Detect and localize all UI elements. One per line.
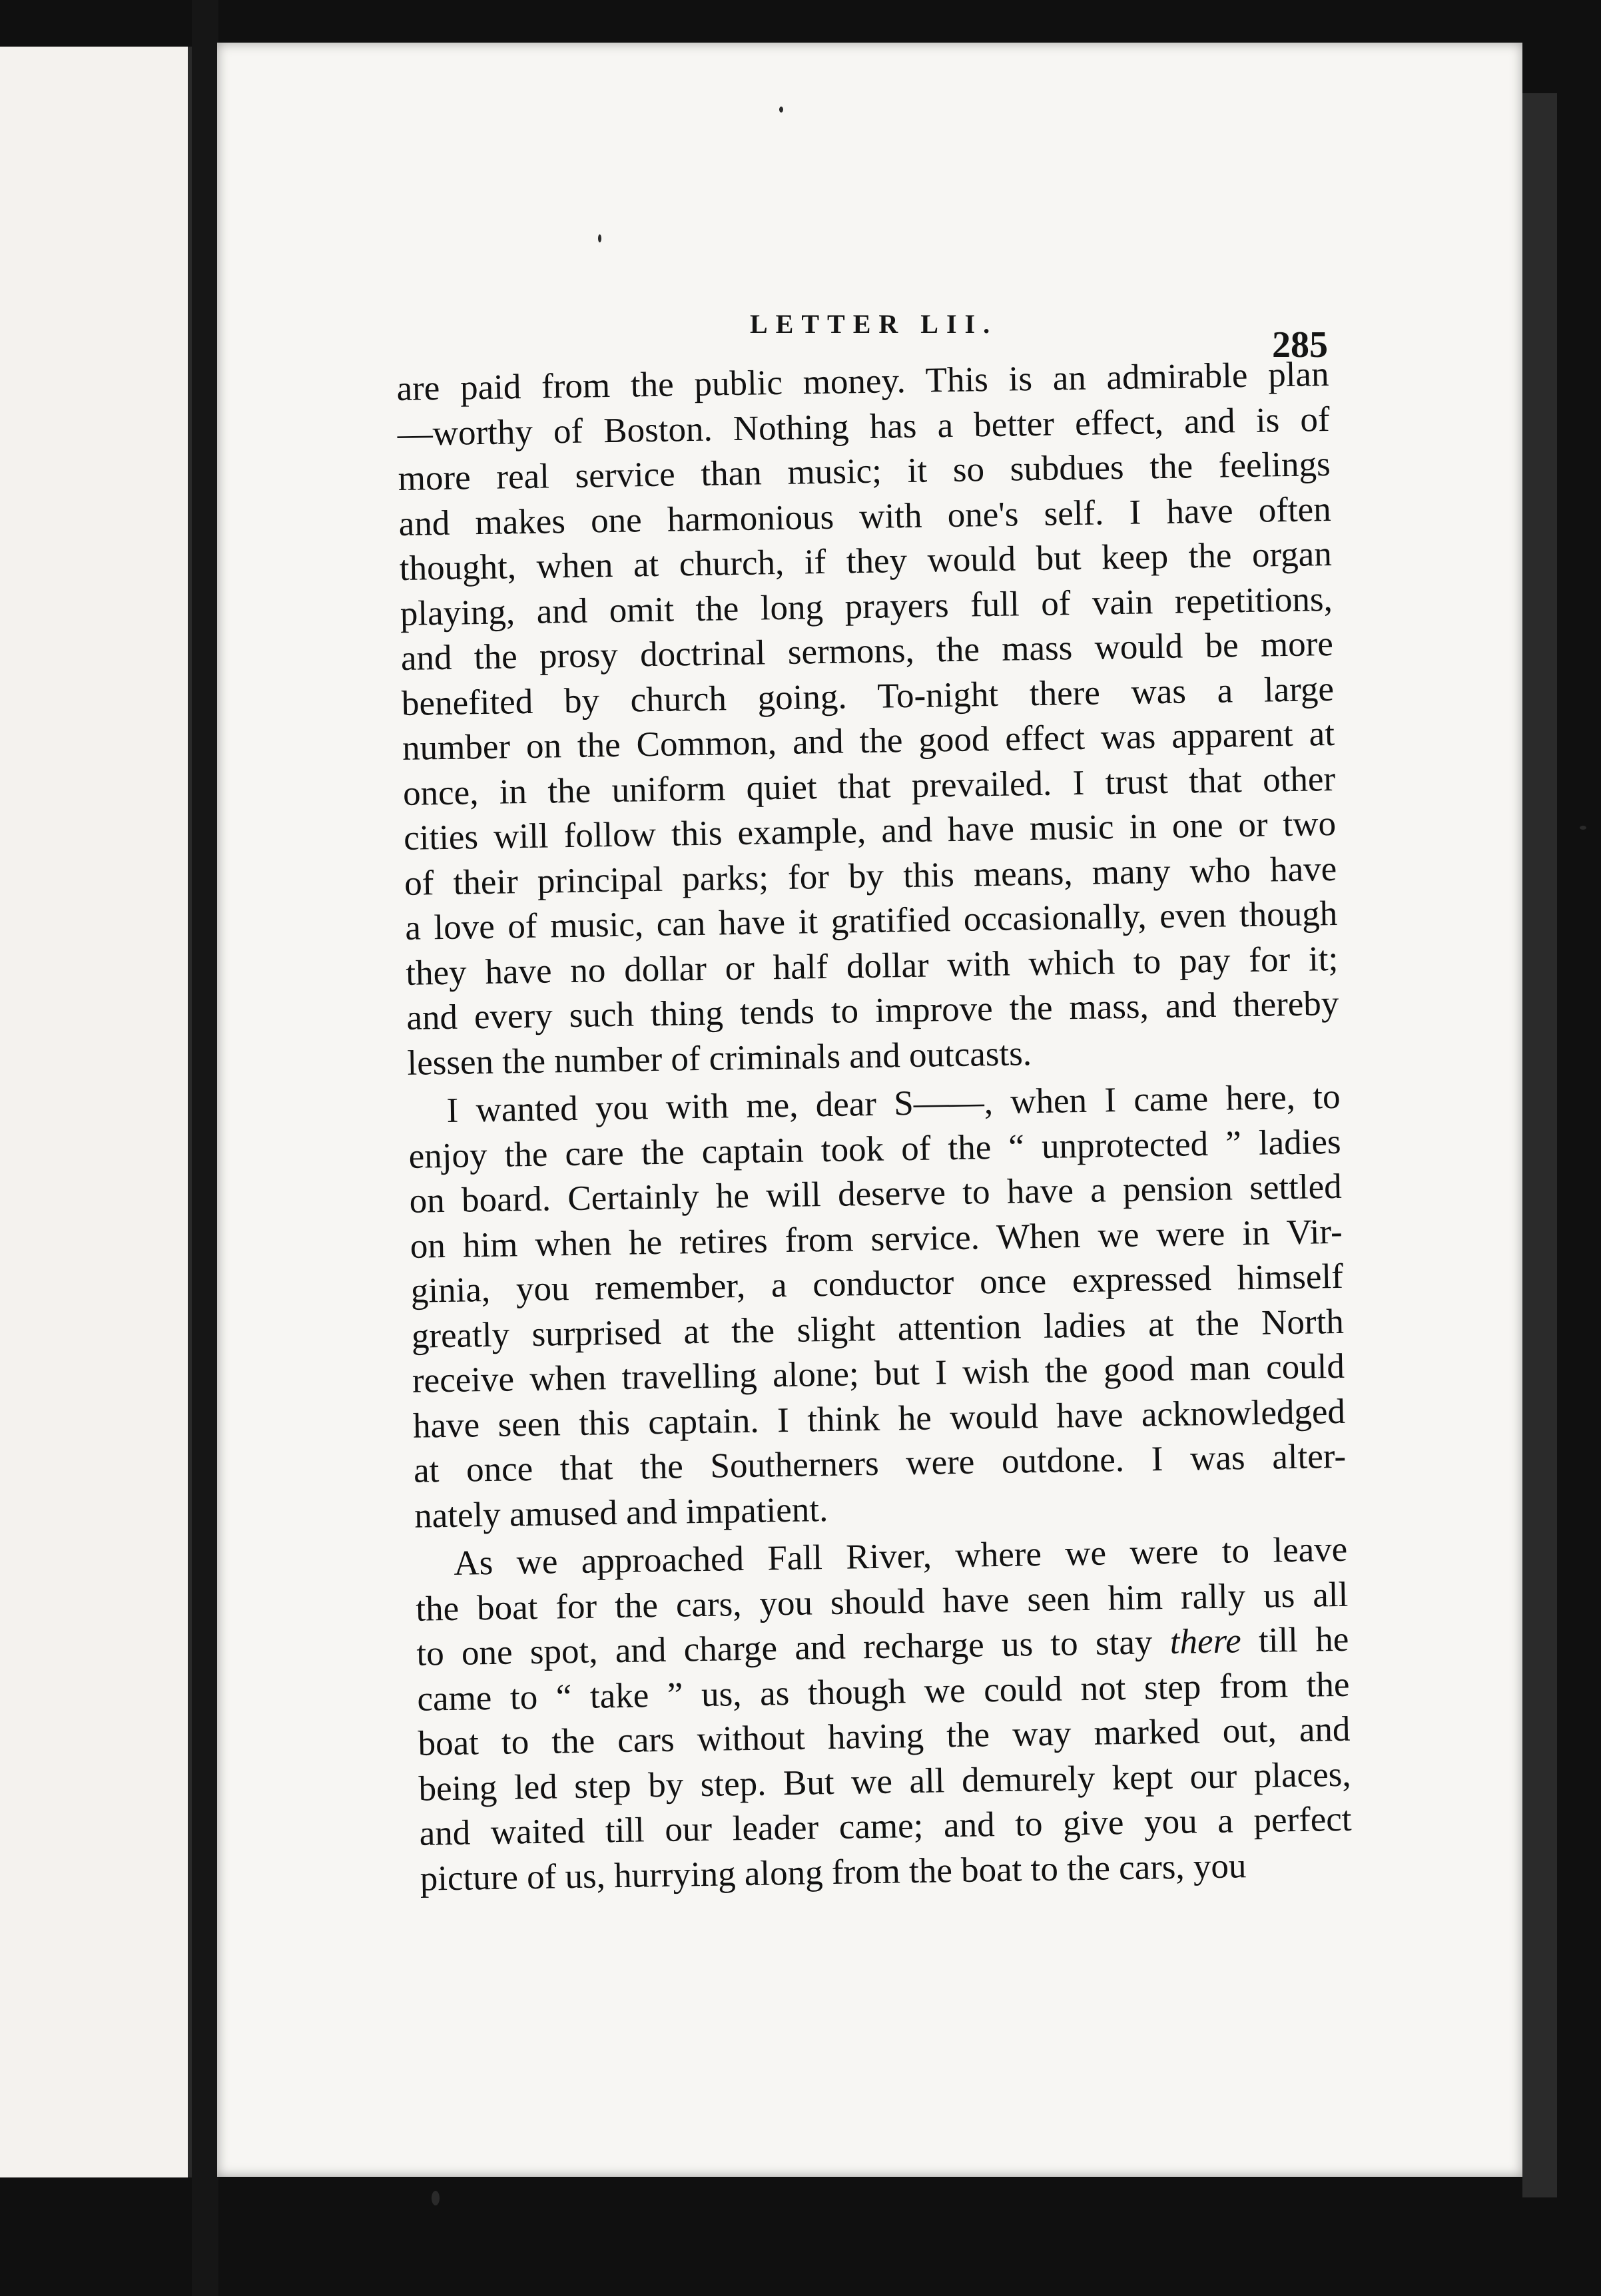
margin-letter — [0, 1348, 8, 1386]
text-line: nately amused and impatient. — [414, 1490, 828, 1536]
text-line: thought, when at church, if they would but keep the organ — [399, 534, 1333, 588]
margin-letter — [0, 1433, 8, 1472]
ink-speck — [598, 234, 601, 242]
text-line: to one spot, and charge and recharge us to stay there till he — [416, 1619, 1349, 1673]
previous-page-edge — [0, 47, 192, 2177]
paragraph — [415, 1528, 1353, 1902]
margin-letter — [0, 1390, 8, 1429]
margin-letter — [0, 1005, 8, 1044]
margin-letter — [0, 1689, 8, 1727]
text-line: a love of music, can have it gratified occasionally, even though — [404, 894, 1338, 948]
book-gutter — [192, 0, 218, 2296]
ink-speck — [432, 2191, 440, 2205]
text-line: and the prosy doctrinal sermons, the mass would be more — [400, 624, 1334, 678]
text-line: ginia, you remember, a conductor once expressed himself — [410, 1257, 1344, 1310]
margin-letter — [0, 1774, 8, 1813]
margin-letter — [0, 1603, 8, 1642]
margin-letter — [0, 535, 8, 574]
margin-letter — [0, 450, 8, 489]
text-line: picture of us, hurrying along from the boat to the cars, you — [420, 1846, 1247, 1898]
margin-letter — [0, 408, 8, 446]
margin-letter — [0, 365, 8, 404]
text-line: more real service than music; it so subdues the feelings — [398, 444, 1331, 498]
running-head: LETTER LII. — [750, 309, 998, 339]
margin-letter — [0, 963, 8, 1002]
margin-letter — [0, 1220, 8, 1259]
text-line: benefited by church going. To-night there was a large — [401, 669, 1335, 723]
margin-letter — [0, 621, 8, 659]
text-line: on board. Certainly he will deserve to have a pension settled — [409, 1167, 1343, 1221]
text-line: —worthy of Boston. Nothing has a better effect, and is of — [397, 400, 1330, 453]
text-line: lessen the number of criminals and outcasts. — [407, 1033, 1032, 1083]
text-line: they have no dollar or half dollar with which to pay for it; — [405, 939, 1339, 993]
margin-letter — [0, 1092, 8, 1131]
page-number: 285 — [1272, 324, 1328, 366]
text-line: playing, and omit the long prayers full of vain repetitions, — [400, 579, 1333, 633]
text-line: and makes one harmonious with one's self. I have often — [398, 489, 1332, 543]
paragraph — [408, 1075, 1347, 1539]
margin-letter — [0, 1731, 8, 1770]
text-line: boat to the cars without having the way marked out, and — [418, 1709, 1351, 1763]
text-line: of their principal parks; for by this means, many who have — [404, 849, 1337, 903]
text-line: enjoy the care the captain took of the “ unprotected ” ladies — [408, 1122, 1341, 1176]
margin-letter — [0, 1177, 8, 1216]
text-line: and every such thing tends to improve the mass, and thereby — [406, 984, 1339, 1037]
page-edge-shadow — [1522, 93, 1557, 2197]
margin-letter — [0, 493, 8, 531]
ink-speck — [779, 107, 783, 113]
text-line: receive when travelling alone; but I wish the good man could — [412, 1346, 1345, 1400]
margin-letter — [0, 663, 8, 702]
margin-letter — [0, 578, 8, 617]
margin-letter — [0, 1476, 8, 1514]
text-line: being led step by step. But we all demurely kept our places, — [418, 1755, 1351, 1809]
margin-letter — [0, 792, 8, 831]
text-line: number on the Common, and the good effect was apparent at — [402, 714, 1335, 768]
paragraph — [396, 352, 1340, 1086]
margin-letter — [0, 750, 8, 788]
margin-letter — [0, 878, 8, 916]
text-line: I wanted you with me, dear S——, when I came here, to — [446, 1077, 1341, 1130]
text-line: at once that the Southerners were outdone. I was alter- — [413, 1436, 1347, 1490]
text-line: the boat for the cars, you should have seen him rally us all — [415, 1575, 1349, 1629]
text-line: are paid from the public money. This is an admirable plan — [396, 355, 1329, 408]
emphasis: there — [1169, 1621, 1242, 1661]
text-line: on him when he retires from service. When we were in Vir- — [410, 1212, 1343, 1266]
text-line: As we approached Fall River, where we were to leave — [453, 1530, 1348, 1583]
margin-letter — [0, 1561, 8, 1599]
body-text — [396, 352, 1353, 1902]
margin-letter — [0, 1135, 8, 1173]
text-line: have seen this captain. I think he would have acknowledged — [412, 1392, 1346, 1446]
text-line: once, in the uniform quiet that prevailed. I trust that other — [402, 759, 1336, 813]
margin-letter — [0, 1518, 8, 1557]
margin-letter — [0, 1646, 8, 1685]
margin-letter — [0, 920, 8, 959]
text-line: and waited till our leader came; and to give you a perfect — [419, 1799, 1352, 1853]
margin-letter — [0, 835, 8, 874]
ink-speck — [1580, 826, 1586, 830]
margin-letter — [0, 1263, 8, 1301]
text-line: came to “ take ” us, as though we could not step from the — [417, 1665, 1350, 1719]
margin-letter — [0, 1305, 8, 1344]
text-line: greatly surprised at the slight attention ladies at the North — [411, 1302, 1345, 1356]
text-line: cities will follow this example, and have music in one or two — [403, 804, 1337, 858]
